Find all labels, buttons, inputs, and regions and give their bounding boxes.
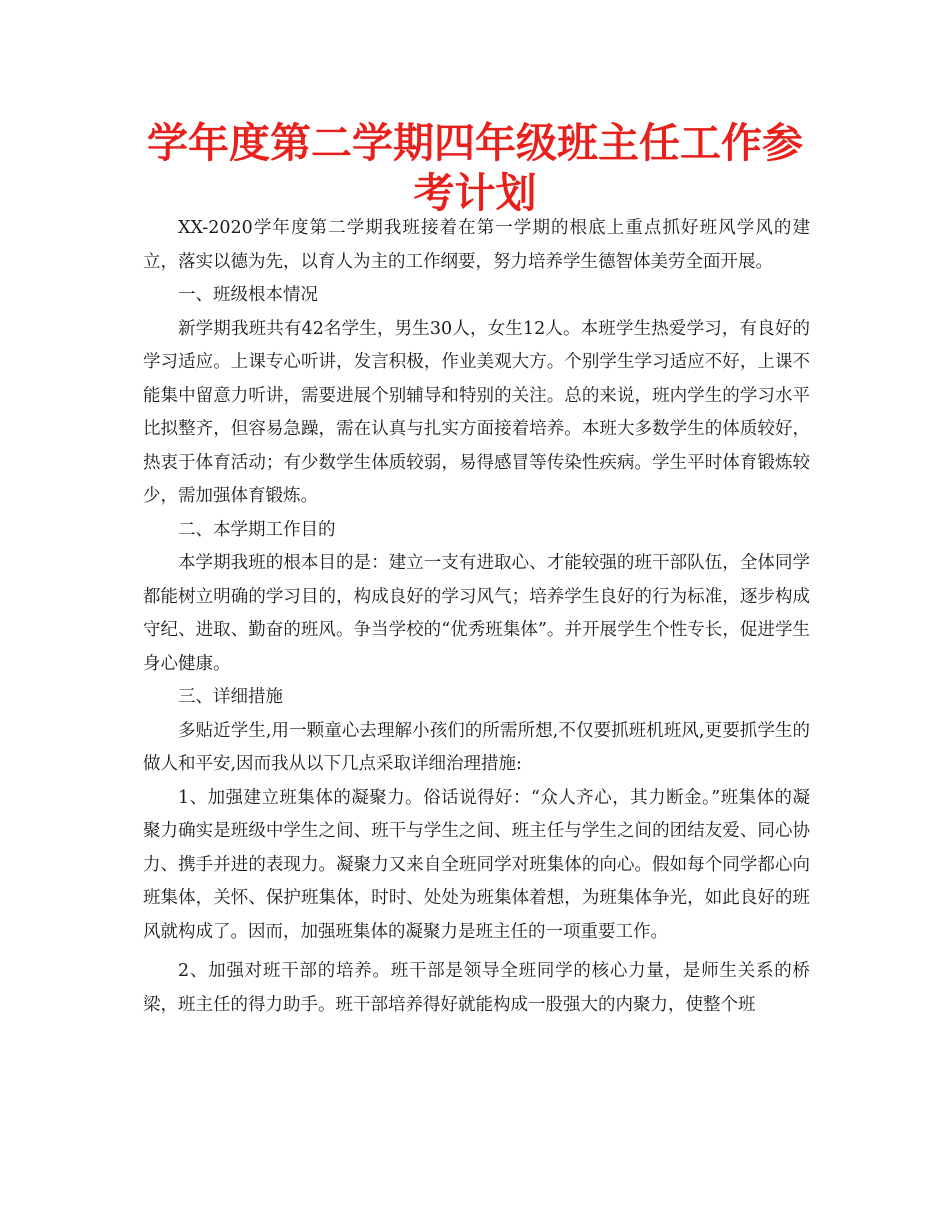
paragraph-measure-1: 1、加强建立班集体的凝聚力。俗话说得好：“众人齐心，其力断金。”班集体的凝聚力确实是班级中学生之间、班干与学生之间、班主任与学生之间的团结友爱、同心协力、携手并进的表现力。凝聚力又来自全班同学对班集体的向心。假如每个同学都心向班集体，关怀、保护班集体，时时、处处为班集体着想，为班集体争光，如此良好的班风就构成了。因而，加强班集体的凝聚力是班主任的一项重要工作。 [143,787,810,942]
paragraph-intro: XX-2020学年度第二学期我班接着在第一学期的根底上重点抓好班风学风的建立，落实以德为先，以育人为主的工作纲要，努力培养学生德智体美劳全面开展。 [143,218,810,272]
paragraph-measures-intro: 多贴近学生,用一颗童心去理解小孩们的所需所想,不仅要抓班机班风,更要抓学生的做人和平安,因而我从以下几点采取详细治理措施: [143,720,810,774]
paragraph-goals: 本学期我班的根本目的是：建立一支有进取心、才能较强的班干部队伍，全体同学都能树立明确的学习目的，构成良好的学习风气；培养学生良好的行为标准，逐步构成守纪、进取、勤奋的班风。争当学校的“优秀班集体”。并开展学生个性专长，促进学生身心健康。 [143,553,810,674]
section-heading-1: 一、班级根本情况 [178,285,318,305]
section-heading-3: 三、详细措施 [178,687,283,707]
document-title: 学年度第二学期四年级班主任工作参考计划 [147,119,803,217]
paragraph-class-situation: 新学期我班共有42名学生，男生30人，女生12人。本班学生热爱学习，有良好的学习适应。上课专心听讲，发言积极，作业美观大方。个别学生学习适应不好，上课不能集中留意力听讲，需要进展个别辅导和特别的关注。总的来说，班内学生的学习水平比拟整齐，但容易急躁，需在认真与扎实方面接着培养。本班大多数学生的体质较好，热衷于体育活动；有少数学生体质较弱，易得感冒等传染性疾病。学生平时体育锻炼较少，需加强体育锻炼。 [143,318,810,506]
section-heading-2: 二、本学期工作目的 [178,519,336,540]
paragraph-measure-2: 2、加强对班干部的培养。班干部是领导全班同学的核心力量，是师生关系的桥梁，班主任的得力助手。班干部培养得好就能构成一股强大的内聚力，使整个班 [143,961,810,1015]
document-body [143,212,810,1022]
